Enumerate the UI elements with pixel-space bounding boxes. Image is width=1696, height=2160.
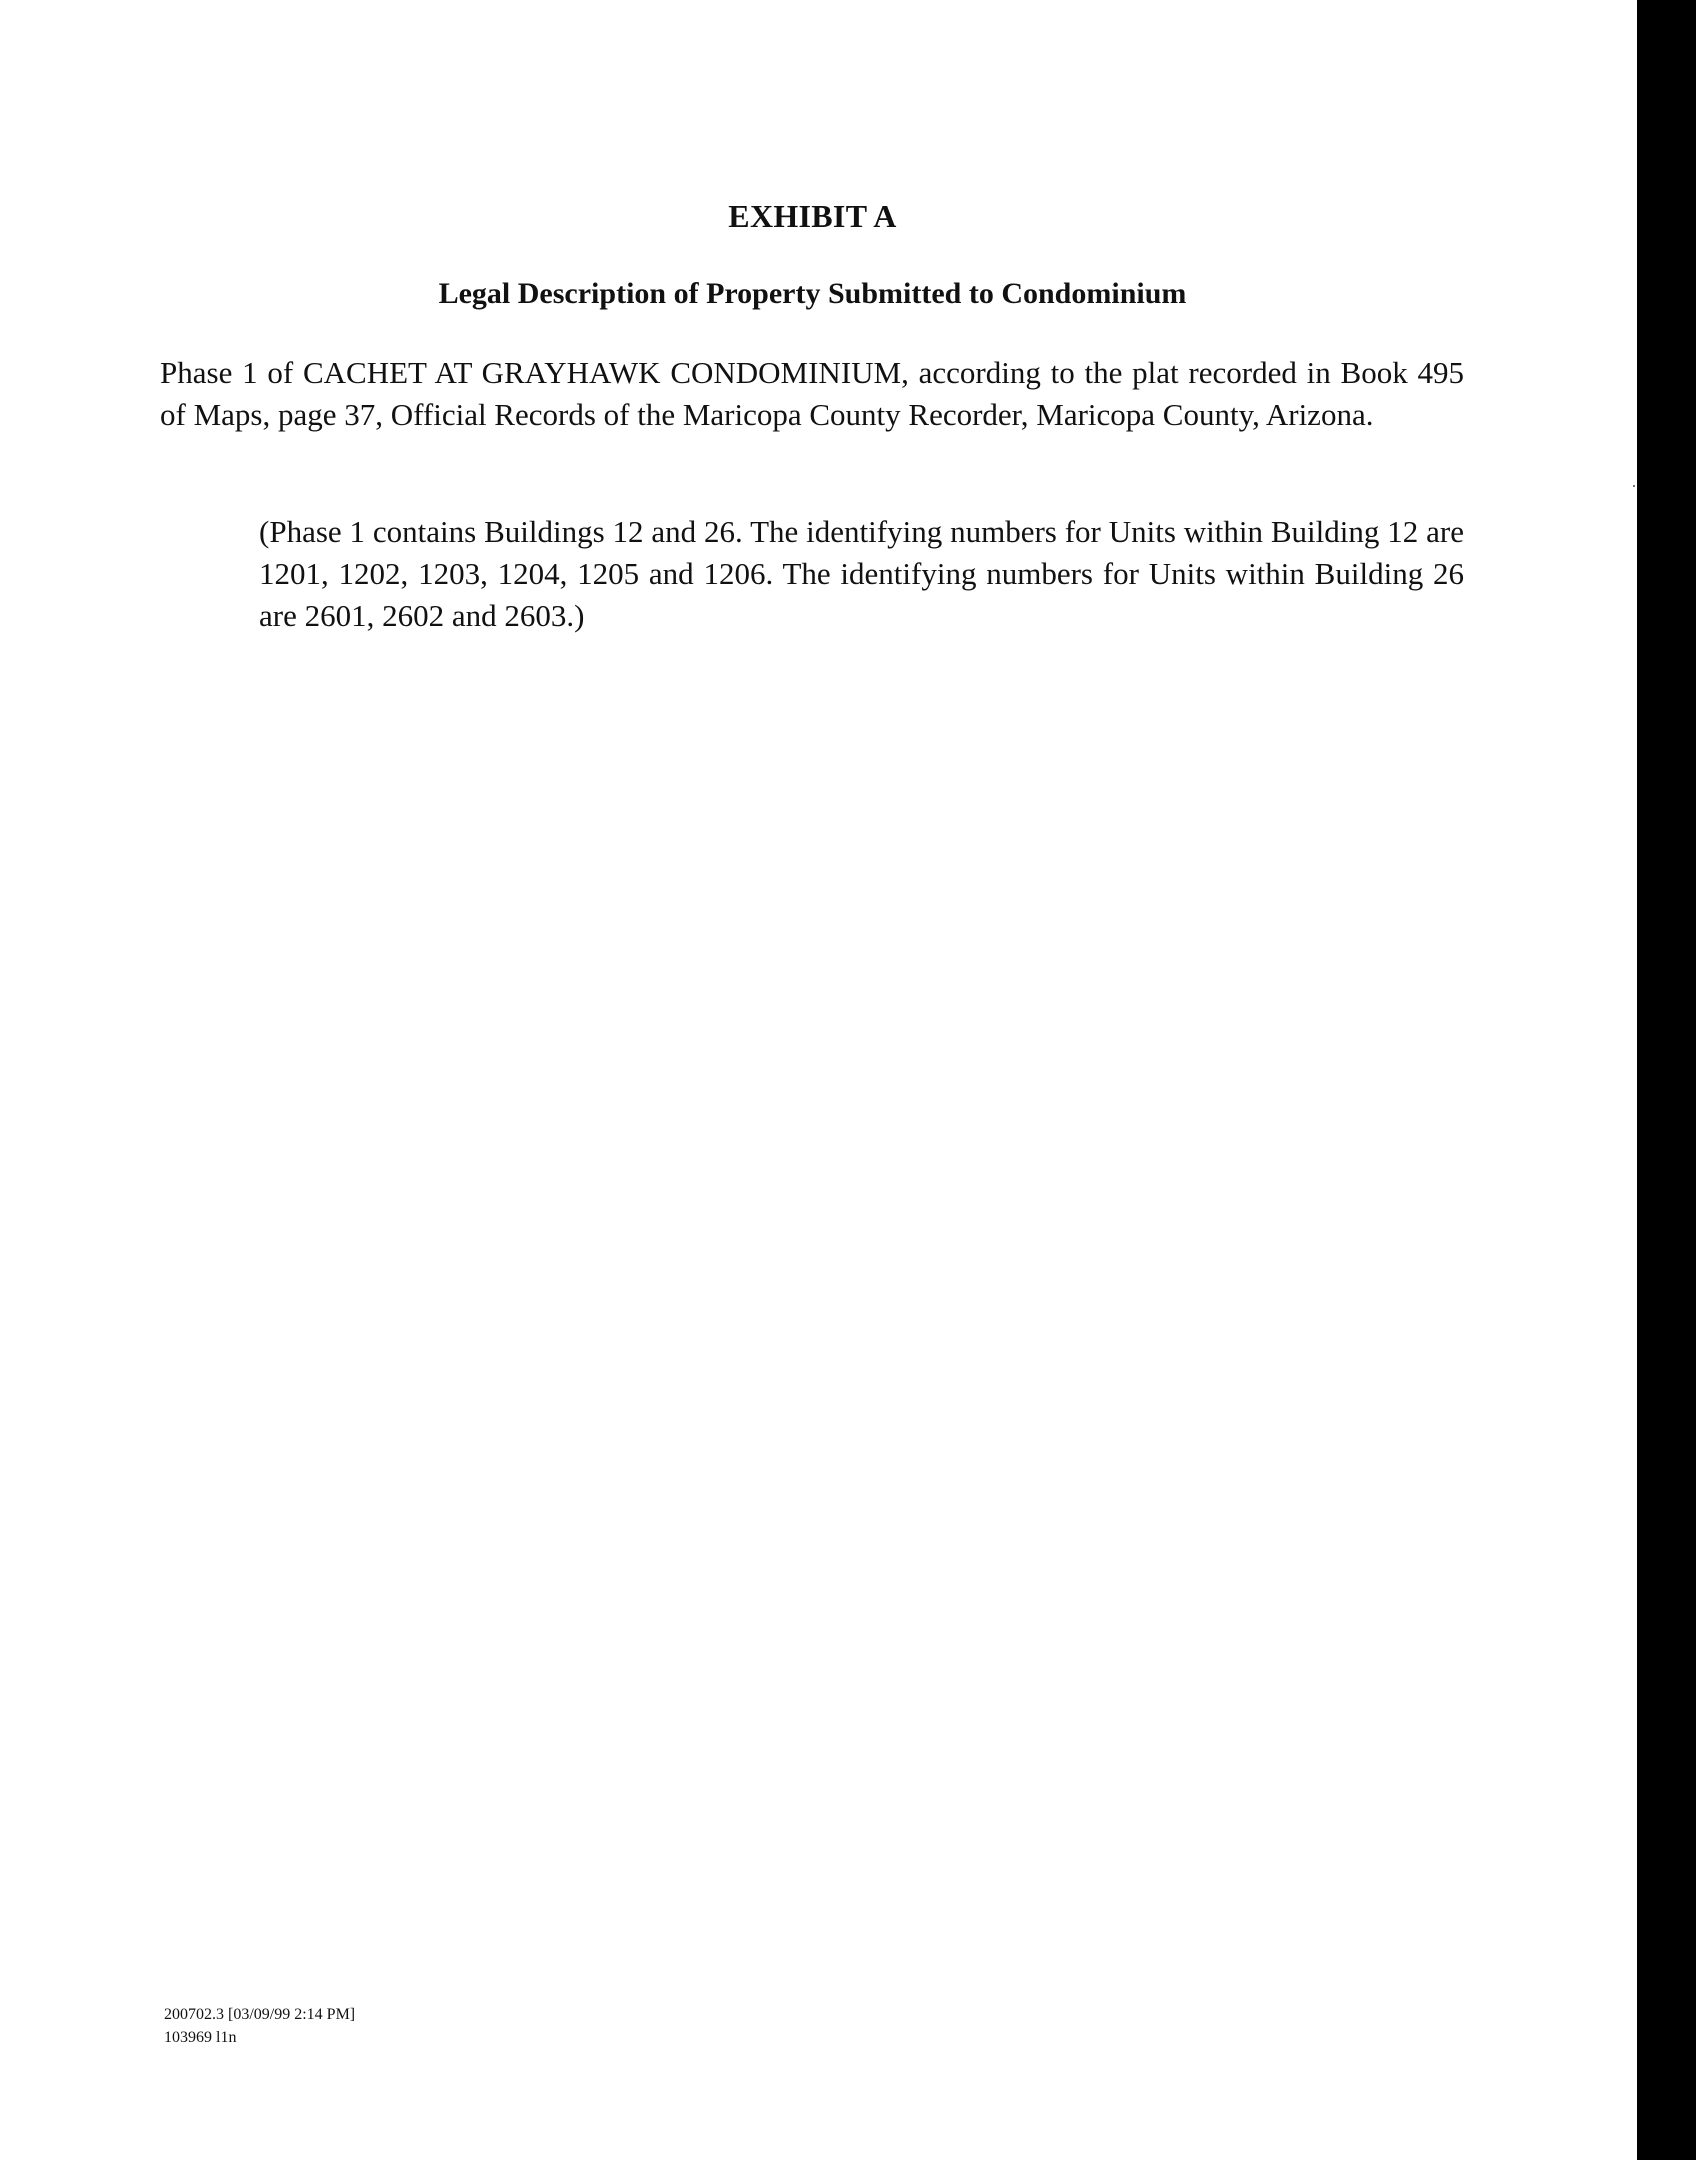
scan-edge-border [1637,0,1696,2160]
scan-speck [1633,485,1635,487]
exhibit-title: EXHIBIT A [728,198,897,234]
phase-details-paragraph: (Phase 1 contains Buildings 12 and 26. The identifying numbers for Units within Building 12 are 1201, 1202, 1203, 1204, 1205 and 1206. The identifying numbers for Units within Building 26 are 2601, 2602 and 2603.) [259,514,1464,633]
legal-description-paragraph: Phase 1 of CACHET AT GRAYHAWK CONDOMINIUM, according to the plat recorded in Book 495 of Maps, page 37, Official Records of the Maricopa County Recorder, Maricopa County, Arizona. [160,355,1464,432]
exhibit-subtitle: Legal Description of Property Submitted to Condominium [438,277,1187,310]
footer-doc-id: 200702.3 [03/09/99 2:14 PM] [164,2006,356,2023]
document-footer [164,2003,355,2049]
footer-file-number: 103969 l1n [164,2029,237,2046]
